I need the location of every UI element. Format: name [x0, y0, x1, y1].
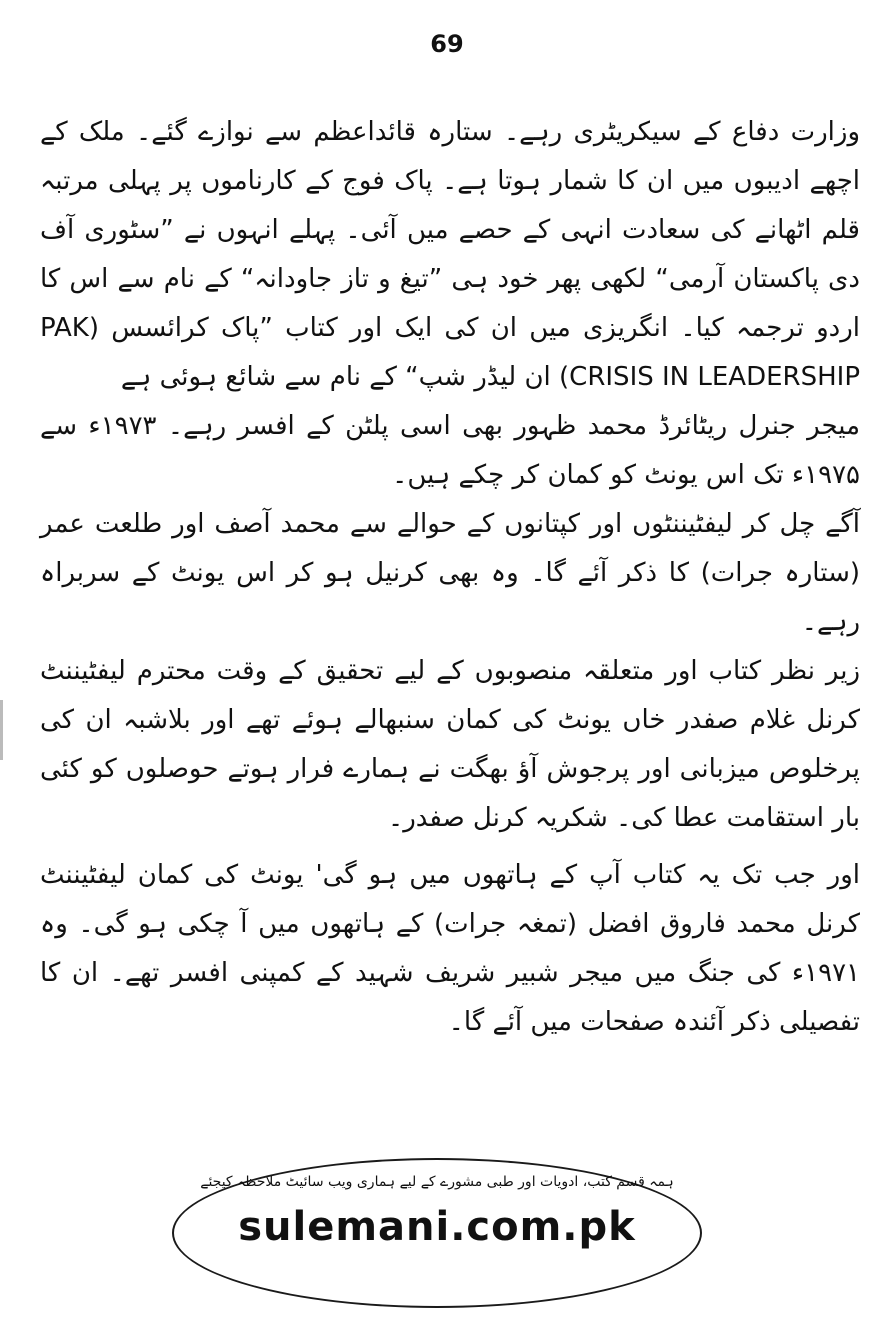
binding-shadow [0, 700, 3, 760]
paragraph-2: میجر جنرل ریٹائرڈ محمد ظہور بھی اسی پلٹن کے افسر رہے۔ ۱۹۷۳ء سے ۱۹۷۵ء تک اس یونٹ کو کمان کر چکے ہیں۔ [40, 411, 860, 490]
paragraph-4: زیر نظر کتاب اور متعلقہ منصوبوں کے لیے تحقیق کے وقت محترم لیفٹیننٹ کرنل غلام صفدر خاں یونٹ کی کمان سنبھالے ہوئے تھے اور بلاشبہ ان کی پرخلوص میزبانی اور پرجوش آؤ بھگت نے ہمارے فرار ہوتے حوصلوں کو کئی بار استقامت عطا کی۔ شکریہ کرنل صفدر۔ [40, 656, 860, 833]
footer-caption: ہمہ قسم کتب، ادویات اور طبی مشورے کے لیے ہماری ویب سائیٹ ملاحظہ کیجئے [200, 1174, 674, 1190]
footer-website-link[interactable]: sulemani.com.pk [238, 1204, 636, 1250]
page-body-text [40, 108, 860, 1047]
paragraph-1: وزارت دفاع کے سیکریٹری رہے۔ ستارہ قائداعظم سے نوازے گئے۔ ملک کے اچھے ادیبوں میں ان کا شمار ہوتا ہے۔ پاک فوج کے کارناموں پر پہلی مرتبہ قلم اٹھانے کی سعادت انہی کے حصے میں آئی۔ پہلے انہوں نے ”سٹوری آف دی پاکستان آرمی“ لکھی پھر خود ہی ”تیغ و تاز جاودانہ“ کے نام سے اس کا اردو ترجمہ کیا۔ انگریزی میں ان کی ایک اور کتاب ”پاک کرائسس (PAK CRISIS IN LEADERSHIP) ان لیڈر شپ“ کے نام سے شائع ہوئی ہے [40, 117, 860, 392]
paragraph-5: اور جب تک یہ کتاب آپ کے ہاتھوں میں ہو گی' یونٹ کی کمان لیفٹیننٹ کرنل محمد فاروق افضل (تمغہ جرات) کے ہاتھوں میں آ چکی ہو گی۔ وہ ۱۹۷۱ء کی جنگ میں میجر شبیر شریف شہید کے کمپنی افسر تھے۔ ان کا تفصیلی ذکر آئندہ صفحات میں آئے گا۔ [40, 860, 860, 1037]
footer-website-oval [172, 1158, 702, 1308]
page-number: 69 [430, 30, 464, 58]
paragraph-3: آگے چل کر لیفٹیننٹوں اور کپتانوں کے حوالے سے محمد آصف اور طلعت عمر (ستارہ جرات) کا ذکر آئے گا۔ وہ بھی کرنیل ہو کر اس یونٹ کے سربراہ رہے۔ [40, 509, 860, 637]
